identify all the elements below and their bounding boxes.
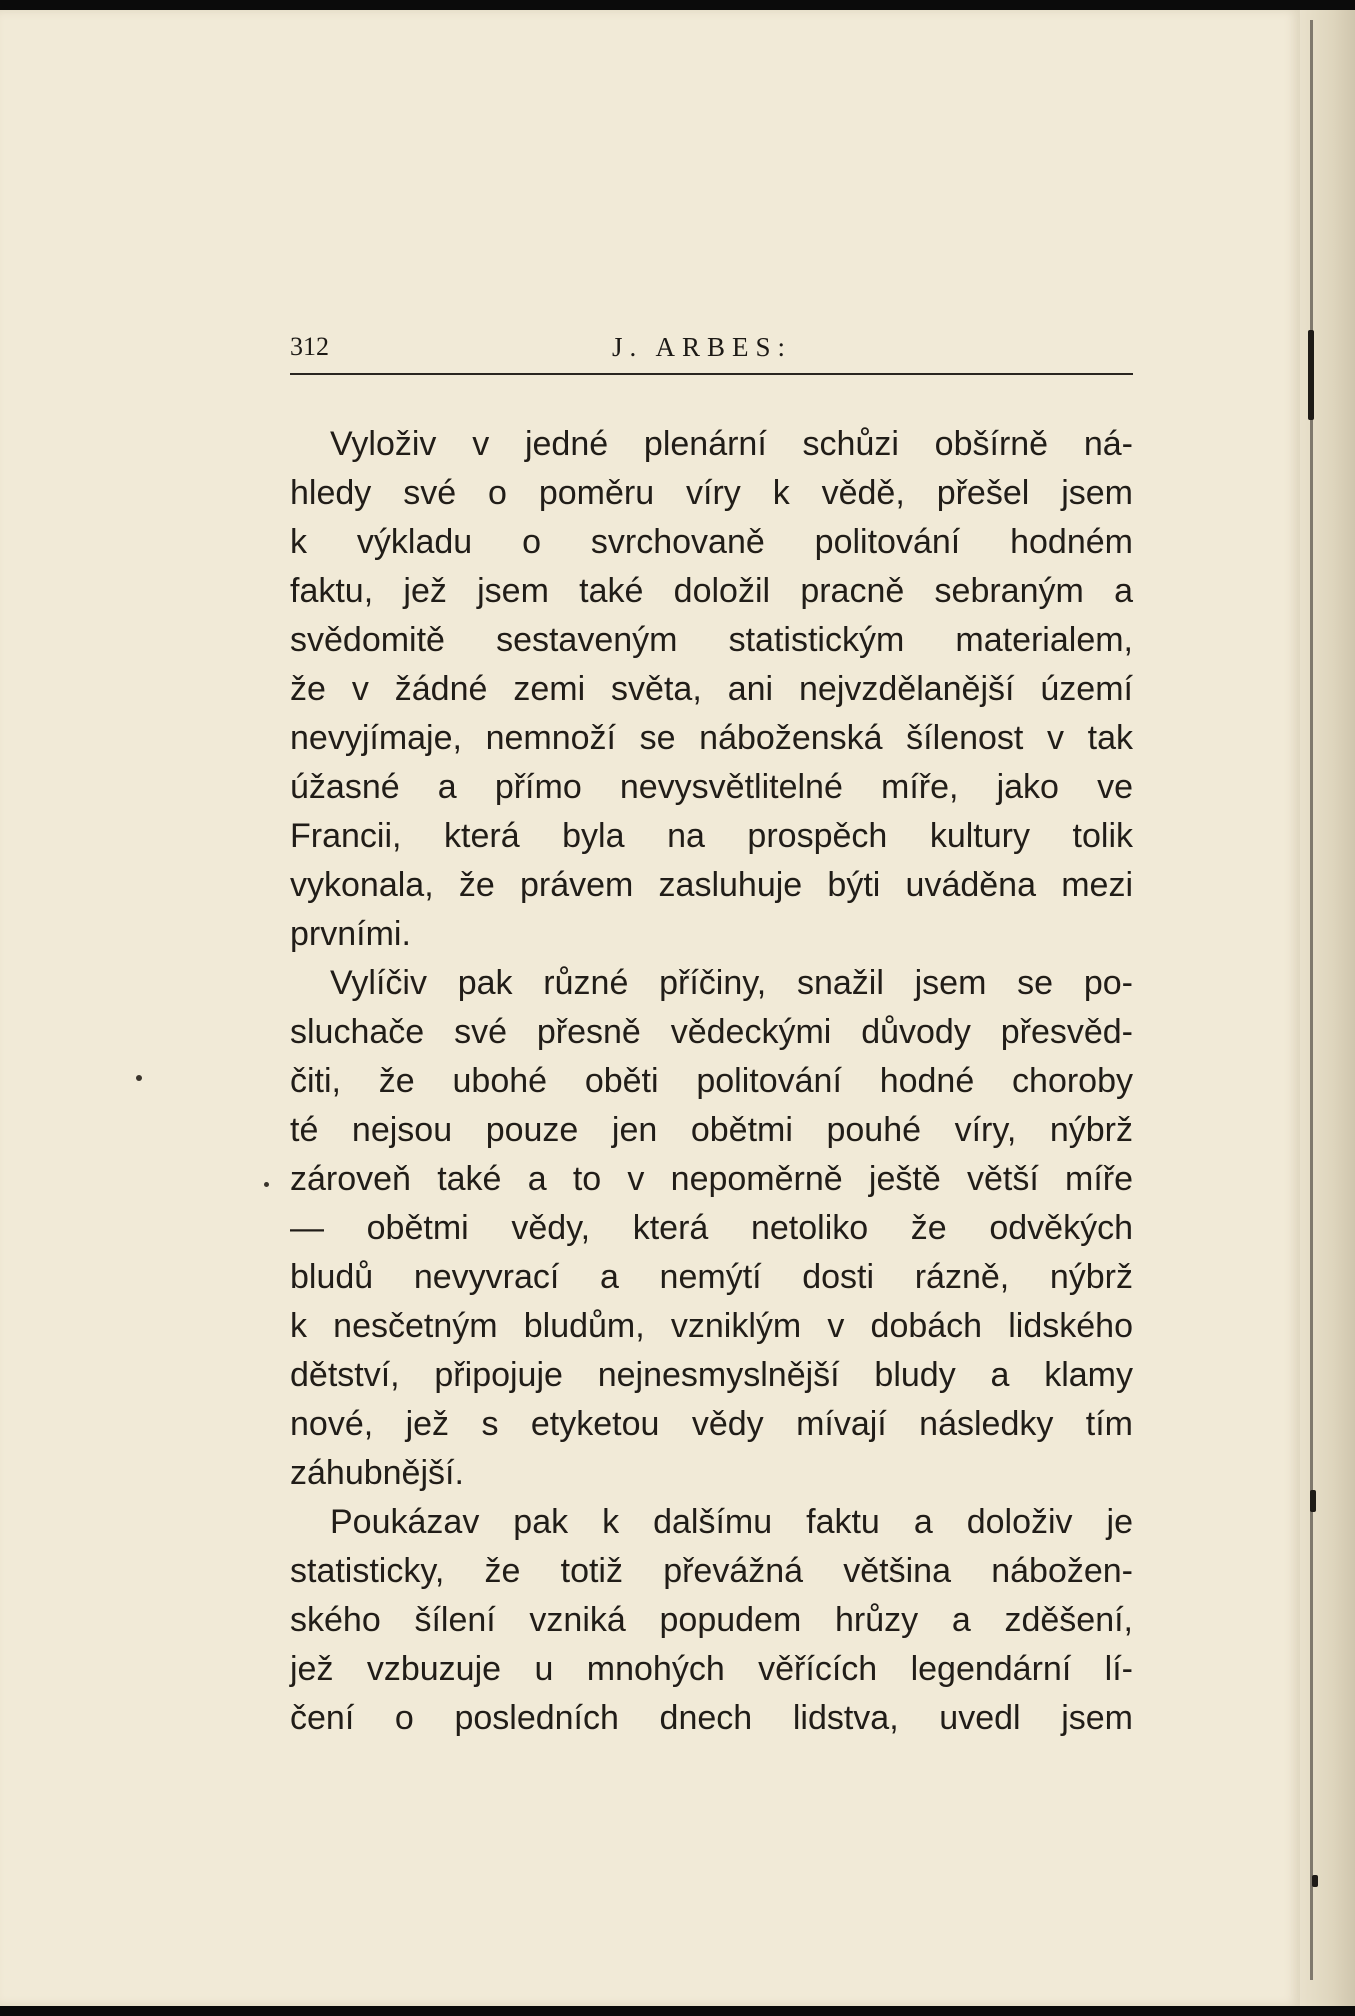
text-line: té nejsou pouze jen obětmi pouhé víry, nýbrž	[290, 1111, 1133, 1149]
text-line: čiti, že ubohé oběti politování hodné choroby	[290, 1062, 1133, 1100]
header-rule	[290, 373, 1133, 375]
text-line: Francii, která byla na prospěch kultury tolik	[290, 817, 1133, 855]
text-line: Poukázav pak k dalšímu faktu a doloživ je	[330, 1503, 1133, 1541]
text-line: k nesčetným bludům, vzniklým v dobách lidského	[290, 1307, 1133, 1345]
text-line: prvními.	[290, 915, 411, 953]
text-line: bludů nevyvrací a nemýtí dosti rázně, nýbrž	[290, 1258, 1133, 1296]
paragraph	[290, 1498, 1133, 1743]
text-line: čení o posledních dnech lidstva, uvedl jsem	[290, 1699, 1133, 1737]
text-line: svědomitě sestaveným statistickým materialem,	[290, 621, 1133, 659]
edge-mark	[1308, 330, 1314, 420]
text-line: — obětmi vědy, která netoliko že odvěkých	[290, 1209, 1133, 1247]
text-line: že v žádné zemi světa, ani nejvzdělanější území	[290, 670, 1133, 708]
text-line: k výkladu o svrchovaně politování hodném	[290, 523, 1133, 561]
text-line: Vyloživ v jedné plenární schůzi obšírně ná-	[330, 425, 1133, 463]
text-line: nové, jež s etyketou vědy mívají následky tím	[290, 1405, 1133, 1443]
text-line: vykonala, že právem zasluhuje býti uváděna mezi	[290, 866, 1133, 904]
page-number: 312	[290, 332, 329, 361]
text-line: záhubnější.	[290, 1454, 464, 1492]
edge-mark	[1312, 1875, 1318, 1887]
paragraph	[290, 420, 1133, 959]
text-line: dětství, připojuje nejnesmyslnější bludy a klamy	[290, 1356, 1133, 1394]
text-line: jež vzbuzuje u mnohých věřících legendární lí-	[290, 1650, 1133, 1688]
text-line: Vylíčiv pak různé příčiny, snažil jsem se po-	[330, 964, 1133, 1002]
text-line: hledy své o poměru víry k vědě, přešel jsem	[290, 474, 1133, 512]
page-edge	[1300, 10, 1355, 2006]
text-line: úžasné a přímo nevysvětlitelné míře, jako ve	[290, 768, 1133, 806]
running-head	[290, 332, 1133, 372]
author-heading: J. ARBES:	[612, 332, 793, 362]
edge-mark	[1310, 1490, 1316, 1512]
text-line: faktu, jež jsem také doložil pracně sebraným a	[290, 572, 1133, 610]
text-line: zároveň také a to v nepoměrně ještě větší míře	[290, 1160, 1133, 1198]
text-line: statisticky, že totiž převážná většina nábožen-	[290, 1552, 1133, 1590]
margin-mark	[264, 1182, 269, 1187]
binding-line	[1310, 20, 1313, 1980]
body-text	[290, 420, 1133, 1743]
margin-mark	[136, 1075, 142, 1081]
text-line: sluchače své přesně vědeckými důvody přesvěd-	[290, 1013, 1133, 1051]
paragraph	[290, 959, 1133, 1498]
text-line: nevyjímaje, nemnoží se náboženská šílenost v tak	[290, 719, 1133, 757]
text-line: ského šílení vzniká popudem hrůzy a zděšení,	[290, 1601, 1133, 1639]
